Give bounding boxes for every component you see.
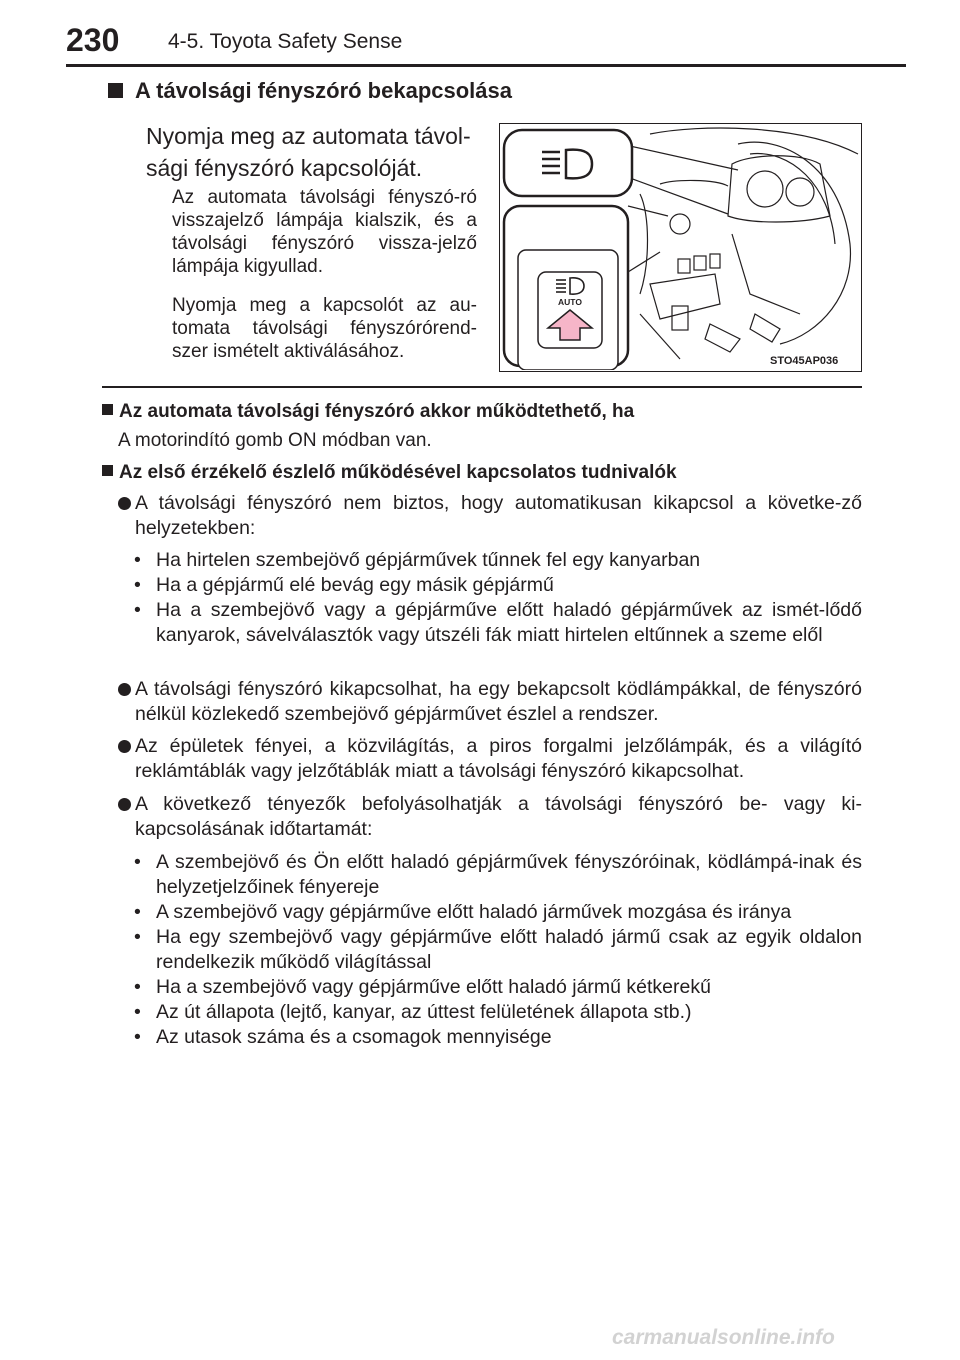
callout-bubble <box>504 130 632 196</box>
page-number: 230 <box>66 22 120 58</box>
dashboard-illustration <box>499 123 862 372</box>
list-item <box>118 677 862 727</box>
sub-list <box>118 548 862 648</box>
circle-bullet-icon <box>118 683 131 696</box>
list-item-text: A következő tényezők befolyásolhatják a távolsági fényszóró be- vagy ki-kapcsolásának időtartamát: <box>135 793 862 840</box>
subsection-2-heading-text: Az első érzékelő észlelő működésével kapcsolatos tudnivalók <box>119 462 677 483</box>
step-note-2: Nyomja meg a kapcsolót az au-tomata távolsági fényszórórend-szer ismételt aktiválásához. <box>172 295 477 362</box>
gauge <box>786 178 814 206</box>
callout-line <box>630 146 738 170</box>
circle-bullet-icon <box>118 740 131 753</box>
callout-line <box>628 252 660 272</box>
step-note-1: Az automata távolsági fényszó-ró visszajelző lámpája kialszik, és a távolsági fényszóró vissza-jelző lámpája kigyullad. <box>172 187 477 277</box>
sub-list <box>118 850 862 1050</box>
dash-top-line <box>650 128 858 154</box>
pedal <box>750 314 780 342</box>
list-item <box>118 491 862 541</box>
dashboard-drawing <box>500 124 860 370</box>
list-item-text: A távolsági fényszóró nem biztos, hogy automatikusan kikapcsol a követke-ző helyzetekben: <box>135 492 862 539</box>
auto-label: AUTO <box>558 297 582 307</box>
sub-list-item: • Az utasok száma és a csomagok mennyisége <box>118 1025 862 1050</box>
list-item <box>118 792 862 842</box>
section-header: 4-5. Toyota Safety Sense <box>168 30 403 53</box>
sub-list-item: • Ha a gépjármű elé bevág egy másik gépjármű <box>118 573 862 598</box>
sub-list-item: • Ha hirtelen szembejövő gépjárművek tűnnek fel egy kanyarban <box>118 548 862 573</box>
steering-column <box>732 234 800 314</box>
list-item-text: A távolsági fényszóró kikapcsolhat, ha egy bekapcsolt ködlámpákkal, de fényszóró nélkül közlekedő szembejövő gépjárművet észlel a rendszer. <box>135 678 862 725</box>
callout-line <box>628 206 668 216</box>
lower-panel <box>650 274 720 319</box>
subsection-1-heading-text: Az automata távolsági fényszóró akkor működtethető, ha <box>119 401 635 422</box>
square-bullet-icon <box>108 83 123 98</box>
switch <box>710 254 720 268</box>
sub-list-item: • A szembejövő és Ön előtt haladó gépjárművek fényszóróinak, ködlámpá-inak és helyzetjelzőinek fényereje <box>118 850 862 900</box>
sub-list-item: • Ha egy szembejövő vagy gépjárműve előtt haladó jármű csak az egyik oldalon rendelkezik működő világítással <box>118 925 862 975</box>
main-heading-text: A távolsági fényszóró bekapcsolása <box>135 78 512 103</box>
sub-list-item: • Ha a szembejövő vagy a gépjárműve előtt haladó gépjárművek az ismét-lődő kanyarok, sávelválasztók vagy útszéli fák miatt hirtelen eltűnnek a szeme elől <box>118 598 862 648</box>
list-item-text: Az épületek fényei, a közvilágítás, a piros forgalmi jelzőlámpák, és a világító reklámtáblák vagy jelzőtáblák miatt a távolsági fényszóró kikapcsolhat. <box>135 735 862 782</box>
watermark: carmanualsonline.info <box>612 1326 835 1349</box>
list-item <box>118 734 862 784</box>
dash-contour <box>660 180 728 186</box>
figure-code: STO45AP036 <box>770 355 839 367</box>
main-heading <box>108 78 512 104</box>
sub-list-item: • Ha a szembejövő vagy gépjárműve előtt haladó jármű kétkerekű <box>118 975 862 1000</box>
circle-bullet-icon <box>118 497 131 510</box>
circle-bullet-icon <box>118 798 131 811</box>
section-divider <box>102 386 862 388</box>
square-bullet-icon <box>102 404 113 415</box>
lever <box>672 306 688 330</box>
header-rule <box>66 64 906 67</box>
steering-wheel-inner <box>750 154 835 244</box>
gauge <box>747 171 783 207</box>
subsection-1-body: A motorindító gomb ON módban van. <box>118 430 432 451</box>
subsection-2-heading <box>102 462 677 484</box>
vent <box>670 214 690 234</box>
console-line <box>640 314 680 359</box>
switch <box>678 259 690 273</box>
sub-list-item: • A szembejövő vagy gépjárműve előtt haladó járművek mozgása és iránya <box>118 900 862 925</box>
step-instruction: Nyomja meg az automata távol-sági fényszóró kapcsolóját. <box>146 123 471 181</box>
instrument-cluster <box>728 156 830 222</box>
square-bullet-icon <box>102 465 113 476</box>
switch <box>694 256 706 270</box>
sub-list-item: • Az út állapota (lejtő, kanyar, az úttest felületének állapota stb.) <box>118 1000 862 1025</box>
pedal <box>705 324 740 352</box>
subsection-1-heading <box>102 401 634 423</box>
